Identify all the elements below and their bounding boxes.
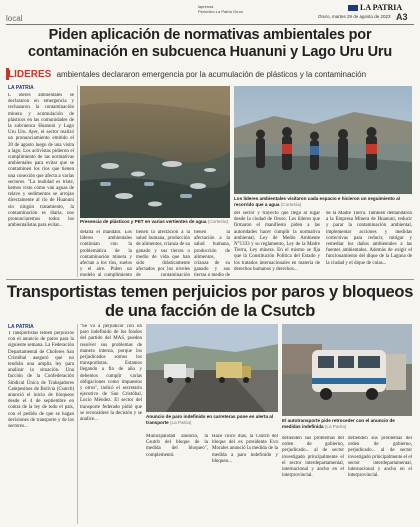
caption-credit: (Cortesía) [280,201,302,207]
story-divider [6,279,414,280]
story2-column-5: defienden sus problemas del orden de gobierno, perjudicado... al de sector investigado principalmente el el sector interdepartamental, internacional y ancho en el interprovincial. [282,436,344,479]
logo-text: LA PATRIA [360,3,403,12]
story2-photo-minibus [282,324,412,416]
activists-photo-image [234,86,412,194]
caption-credit: (La Patria) [170,419,192,425]
caption-credit: (Cortesía) [207,219,229,224]
page-header [0,0,420,28]
caption-text: Presencia de plásticos y PET en varias vertientes de agua [80,219,207,224]
story2-column-1: T ransportistas temen perjuicios con el anuncio de paros para la siguiente semana. La Federación Departamental de Choferes San Cristóbal aseguró que no tendrán una amplia ley para analizar la situación. Una facción de la Confederación Sindical Única de Trabajadores Campesinos de Bolivia (Csutcb) anunció el inicio de bloqueos desde el 4 de septiembre en contra de la ley de todo el país, con el pedido de que se hagan decisiones de transporte y de los sectores... [8,331,74,430]
story1-column-3: tienen la afectación a la salud humana, producción de alimentos, crianza de su ganado y sus tierras o medio de vida que han sido drásticamente afectados por los niveles de contaminación [136,230,190,278]
caption-text: Anuncio de paro indefinido en carreteras pone en alerta al transporte [146,414,274,425]
header-rule [6,24,414,25]
story1-column-5: de la Madre Tierra. También demandaron a la Empresa Minera de Huanuni, reducir y parar la contaminación ambiental, implementar acciones y medidas correctivas para reducir, mitigar y remediar los daños ambientales a las fuentes ambientales. Además de exigir el funcionamiento del dique de la Laguna de la ciudad y el dique de colas... [326,211,412,266]
story2-column-2: "Se va a perjudicar con un paro indefinido de los fondos del partido del MAS, pueden resolver sus problemas de manera interna, porque los perjudicados somos los transportistas. Estamos llegando a fin de año y debemos cumplir varias obligaciones como impuestos y otros", indicó el secretario ejecutivo de San Cristóbal, Lucio Méndez. El sector del transporte federado pidió que se reconsidere la decisión y se analice... [80,324,142,423]
caption-credit: (La Patria) [324,423,347,429]
story1-photo-plastics [80,86,230,218]
column-rule [77,324,78,524]
story1-photo1-caption [80,219,230,225]
story1-byline: LA PATRIA [8,85,34,91]
story2-column-4: Hace cinco días, la Csutcb del bloque del ex presidente Evo Morales anunció la medida de la medida a paro indefinido y bloqueo... [212,434,278,464]
kicker-keyword: LÍDERES [8,69,52,80]
story1-photo-activists [234,86,412,194]
caption-text: Los líderes ambientales visitaron cada espacio e hicieron un seguimiento al recorrido que a agua [234,196,400,207]
story2-photo-road [146,324,278,412]
story2-column-3: Municipalidad anunció, la Csutcb del bloque de la medida del bloqueo", complementó. [146,434,208,458]
plastics-photo-image [80,86,230,218]
newspaper-logo [348,3,402,12]
story2-column-6: defienden sus problemas del orden de gobierno, perjudicado... al de sector investigado principalmente el el sector interdepartamental, internacional y ancho en el interprovincial. [348,436,412,479]
story1-kicker [8,69,412,80]
minibus-photo-image [282,324,412,416]
story2-byline: LA PATRIA [8,324,34,330]
column-rule [77,85,78,277]
masthead-small [198,4,243,14]
story2-photo4-caption [282,418,412,429]
masthead-small-line1: laprensa [198,4,214,9]
kicker-text: ambientales declararon emergencia por la acumulación de plásticos y la contaminación [56,70,367,79]
caption-text: El autotransporte pide retroceder con el anuncio de medidas indefinida [282,418,395,429]
story1-column-2: detalla el mandato. Los líderes ambientales continúan con la problemática de la contaminación minera y afectan a los ríos, suelos y el aire. Piden un modelo al cumplimiento [80,230,132,278]
road-photo-image [146,324,278,412]
story1-column-4: del sector y trayecto que llega al lugar desde la ciudad de Oruro. Los líderes que firmaron el manifiesto piden a las autoridades hacer cumplir la normativa ambiental, Ley de Medio Ambiente N°1333 y su reglamento, Ley de la Madre Tierra, Ley minera. En el mismo se fija que la Constitución Política del Estado y los tratados internacionales en materia de derechos humanos y derechos... [234,211,320,272]
masthead-small-line2: Periódico La Patria Oruro [198,9,244,14]
story2-photo3-caption [146,414,278,425]
page-number: A3 [396,12,408,22]
dateline: Oruro, martes 29 de agosto de 2023 [318,14,391,19]
story1-column-1: L íderes ambientales se declararon en emergencia y rechazaron la contaminación minera y acumulación de plásticos en las comunidades de la subcuenca Huanuni y Lago Uru Uru. Ayer, el sector realizó un pronunciamiento emitido el 20 de agosto luego de una visita a lago. Los activistas pidieron el cumplimiento de las normativas ambientales para evitar que se contaminen los ríos que tienen una conexión que afecta a varias sectores. "La realidad es triste, hemos visto cómo van aguas de relave y sedimentos se arrojan directamente al río de Huanuni sin ningún tratamiento, la contaminación es diaria, nos pronunciaremos todos los ambientalistas para evitar... [8,93,74,229]
section-tag: local [6,14,23,23]
story1-column-3b: tienen la afectación a la salud humana, producción de alimentos, crianza de su ganado y sus tierras o medio de [194,230,230,278]
story1-headline: Piden aplicación de normativas ambientales por contaminación en subcuenca Huanuni y Lago Uru Uru [27,27,393,60]
story1-photo2-caption [234,196,412,207]
logo-mark-icon [348,5,358,11]
story2-headline: Transportistas temen perjuicios por paros y bloqueos de una facción de la Csutcb [6,283,414,320]
